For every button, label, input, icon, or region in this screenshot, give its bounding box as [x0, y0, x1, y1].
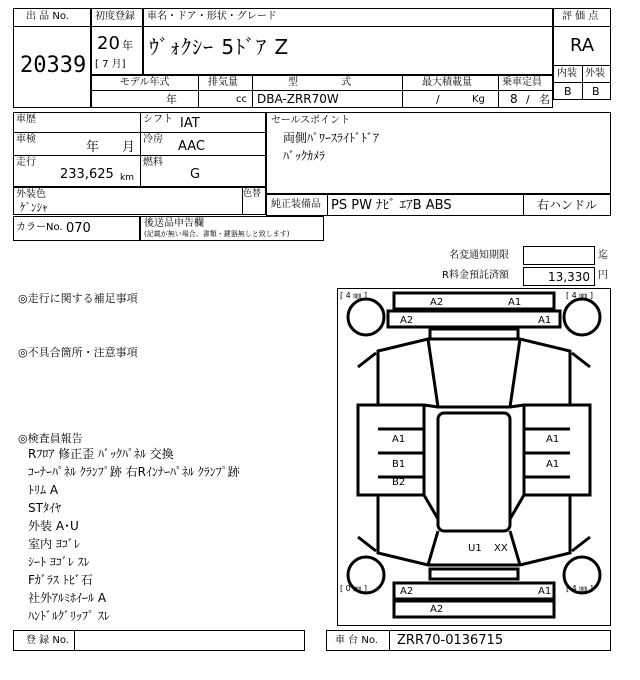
mileage-unit: km [120, 173, 134, 183]
mark-rear-glass-left: U1 [468, 543, 482, 554]
driving-notes-title: ◎走行に関する補足事項 [18, 292, 138, 305]
shift-label: シフト [143, 114, 173, 125]
divider [14, 26, 90, 27]
equipment-value: PS PW ﾅﾋﾞ ｴｱB ABS [331, 198, 452, 213]
mark-left-rear-door-2: B2 [392, 477, 406, 488]
mark-left-front-door: A1 [392, 434, 406, 445]
inspector-report-title: ◎検査員報告 [18, 432, 83, 445]
inspector-line: STﾀｲﾔ [28, 501, 61, 515]
inspector-line: ﾊﾝﾄﾞﾙｸﾞﾘｯﾌﾟ ｽﾚ [28, 609, 110, 623]
shaken-year-unit: 年 [86, 140, 100, 155]
reg-no-label: 登 録 No. [26, 635, 69, 646]
sales-point-box [266, 112, 611, 194]
fuel-label: 燃料 [143, 157, 163, 168]
max-load-label: 最大積載量 [422, 77, 472, 88]
exterior-label: 外装 [585, 68, 605, 79]
interior-label: 内装 [557, 68, 577, 79]
model-year-label: モデル年式 [120, 77, 170, 88]
first-reg-label: 初度登録 [95, 11, 135, 22]
divider [198, 76, 199, 107]
divider [252, 76, 253, 107]
registration-number-box [13, 630, 305, 651]
history-label: 車歴 [16, 114, 36, 125]
fuel-value: G [190, 167, 201, 182]
front-left-tire [348, 299, 384, 335]
front-right-tire [564, 299, 600, 335]
max-load-unit: Kg [472, 94, 485, 105]
divider [554, 82, 610, 83]
car-name-box [143, 8, 553, 75]
tire-front-right-label: [ 4 ㎜ ] [566, 291, 593, 300]
rear-bumper [394, 583, 554, 599]
steering-value: 右ハンドル [537, 198, 598, 212]
year-unit: 年 [122, 39, 133, 52]
divider [14, 155, 265, 156]
type-label: 型 式 [288, 77, 352, 88]
inspector-line: ﾄﾘﾑ A [28, 483, 59, 497]
equipment-label: 純正装備品 [271, 199, 321, 210]
first-reg-year: 20 [97, 33, 120, 54]
mark-rear-bumper-left: A2 [400, 586, 414, 597]
mark-left-rear-door-1: B1 [392, 459, 406, 470]
recycle-value: 13,330 [548, 270, 590, 284]
equipment-box [266, 194, 611, 216]
recycle-label: R料金預託済額 [442, 270, 509, 281]
exterior-grade: B [592, 85, 600, 98]
tail-panel [430, 569, 518, 579]
recycle-box [523, 267, 595, 286]
inspector-line: 室内 ﾖｺﾞﾚ [28, 537, 80, 551]
mark-hood-right: A1 [538, 315, 552, 326]
mark-front-bumper-left: A2 [430, 297, 444, 308]
shaken-label: 車検 [16, 134, 36, 145]
right-panel [524, 405, 570, 495]
first-reg-month: [ 7 月] [95, 59, 126, 70]
divider [523, 195, 524, 215]
mark-rear-lower: A2 [430, 604, 444, 615]
mark-front-bumper-right: A1 [508, 297, 522, 308]
mark-hood-left: A2 [400, 315, 414, 326]
divider [14, 132, 265, 133]
front-bumper [394, 293, 554, 309]
inspector-line: Fｶﾞﾗｽ ﾄﾋﾞ石 [28, 573, 93, 587]
roof [438, 413, 510, 531]
score-box [553, 8, 611, 100]
recycle-unit: 円 [598, 270, 608, 281]
car-diagram-drawing [338, 289, 610, 625]
capacity-sep: / [526, 93, 530, 106]
lot-label: 出 品 No. [26, 11, 69, 22]
divider [554, 26, 610, 27]
displacement-unit: cc [236, 94, 247, 105]
divider [140, 113, 141, 186]
chassis-value: ZRR70-0136715 [397, 633, 504, 648]
score-value: RA [570, 35, 595, 56]
divider [389, 631, 390, 650]
tire-rear-right-label: [ 4 ㎜ ] [566, 584, 593, 593]
divider [92, 26, 142, 27]
mark-right-front-door: A1 [546, 434, 560, 445]
report-label: 後送品申告欄 [144, 218, 204, 229]
inspector-line: 外装 A･U [28, 519, 79, 533]
color-box [13, 187, 266, 215]
chassis-number-box [326, 630, 611, 651]
car-diagram [337, 288, 611, 626]
report-box [140, 216, 324, 241]
chassis-label: 車 台 No. [335, 635, 378, 646]
sales-point-1: 両側ﾊﾟﾜｰｽﾗｲﾄﾞﾄﾞｱ [283, 131, 380, 145]
first-registration-box [91, 8, 143, 75]
tire-front-left-label: [ 4 ㎜ ] [340, 291, 367, 300]
mark-rear-glass-right: XX [494, 543, 508, 554]
color-label: 外装色 [16, 189, 46, 200]
mileage-value: 233,625 [60, 167, 114, 182]
divider [92, 90, 552, 91]
recolor-label: 色替 [243, 189, 262, 199]
mark-right-rear-door: A1 [546, 459, 560, 470]
sales-point-2: ﾊﾞｯｸｶﾒﾗ [283, 149, 326, 163]
color-number-box [13, 216, 140, 241]
capacity-label: 乗車定員 [502, 77, 542, 88]
divider [402, 76, 403, 107]
inspector-line: 社外ｱﾙﾐﾎｲｰﾙ A [28, 591, 107, 605]
shift-value: IAT [180, 116, 200, 131]
inspector-line: ｺｰﾅｰﾊﾟﾈﾙ ｸﾗﾝﾌﾟ跡 右Rｲﾝﾅｰﾊﾟﾈﾙ ｸﾗﾝﾌﾟ跡 [28, 465, 240, 479]
lot-number: 20339 [20, 53, 87, 78]
name-change-unit: 迄 [598, 250, 608, 261]
history-box [13, 112, 266, 187]
sales-point-label: セールスポイント [271, 115, 351, 126]
car-name: ｳﾞｫｸｼｰ 5ﾄﾞｱ Z [149, 35, 290, 59]
color-no-value: 070 [66, 221, 91, 236]
hood [388, 311, 560, 327]
ac-value: AAC [178, 139, 205, 154]
ac-label: 冷房 [143, 134, 163, 145]
divider [327, 195, 328, 215]
inspector-line: Rﾌﾛｱ 修正歪 ﾊﾞｯｸﾊﾟﾈﾙ 交換 [28, 447, 174, 461]
mark-rear-bumper-right: A1 [538, 586, 552, 597]
car-name-label: 車名・ドア・形状・グレード [147, 11, 277, 22]
divider [74, 631, 75, 650]
report-note: (記載が無い場合、書類・鍵器無しと致します) [144, 230, 290, 238]
color-value: ｹﾞﾝｼｬ [20, 201, 48, 214]
max-load-value: / [436, 93, 440, 106]
displacement-label: 排気量 [208, 77, 238, 88]
color-no-label: カラーNo. [16, 222, 63, 233]
left-doors [358, 405, 424, 495]
defects-notes-title: ◎不具合箇所・注意事項 [18, 346, 138, 359]
interior-grade: B [564, 85, 572, 98]
inspector-line: ｼｰﾄ ﾖｺﾞﾚ ｽﾚ [28, 555, 90, 569]
shaken-month-unit: 月 [122, 140, 136, 155]
tire-rear-left-label: [ 0 ㎜ ] [340, 584, 367, 593]
rear-lower-panel [394, 601, 554, 617]
capacity-unit: 名 [539, 93, 550, 106]
divider [144, 26, 552, 27]
score-label: 評 価 点 [562, 11, 599, 22]
spec-row [91, 75, 553, 108]
capacity-value: 8 [510, 92, 518, 106]
name-change-label: 名変通知期限 [449, 250, 509, 261]
lot-number-box [13, 8, 91, 108]
type-value: DBA-ZRR70W [257, 92, 339, 106]
model-year-unit: 年 [166, 93, 177, 106]
name-change-box [523, 246, 595, 265]
mileage-label: 走行 [16, 157, 36, 168]
divider [498, 76, 499, 107]
windshield [428, 339, 520, 407]
